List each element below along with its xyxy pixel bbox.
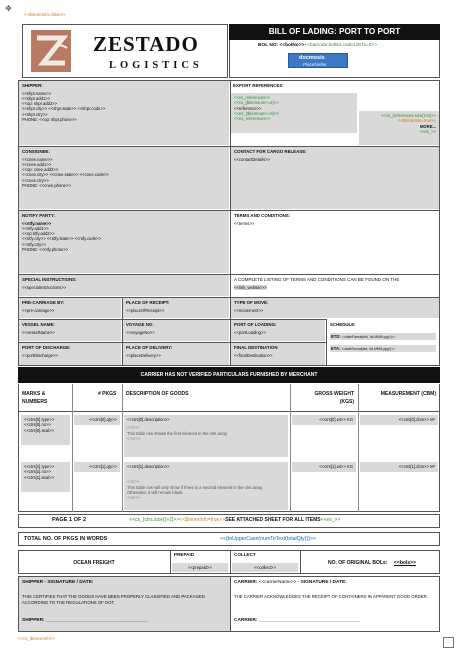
consignee-line: PHONE: <<cnee.phone>> [22, 182, 71, 188]
special-value: <<specialInstructions>> [22, 284, 67, 290]
shipper-line: PHONE: <<op: shpr.phone>> [22, 116, 77, 122]
export-refs-left [231, 93, 357, 133]
header-desc: DESCRIPTION OF GOODS [126, 391, 189, 397]
receipt-value: <<placeOfReceipt>> [126, 307, 165, 313]
prepaid-label: PREPAID [174, 552, 195, 557]
notify-section [19, 211, 229, 273]
terms-link-value: <<link_website>> [234, 284, 267, 290]
consignee-line: <<cnee.add1>> [22, 161, 52, 167]
row1-mark: <<ctrs[1].seal>> [24, 474, 55, 480]
row1-mark: <<ctrs[1].type>> [24, 464, 55, 469]
special-title: SPECIAL INSTRUCTIONS: [22, 277, 77, 282]
placeholder-brand: docmosis [299, 55, 325, 61]
prepaid-value: <<prepaid>> [172, 563, 228, 572]
delivery-cell [123, 343, 229, 365]
delivery-value: <<placeDelivery>> [126, 352, 161, 358]
voyage-title: VOYAGE NO: [126, 322, 154, 327]
eta-label: ETA: [331, 345, 341, 351]
notify-line: <<op:ntfy.add2>> [22, 231, 55, 236]
footer-tag: <<cs_$moreInfo>> [18, 636, 55, 641]
ocean-freight-label: OCEAN FREIGHT [73, 560, 115, 566]
logo-box [22, 24, 228, 78]
move-cell [231, 298, 439, 318]
final-cell [231, 343, 325, 365]
consignee-title: CONSIGNEE: [22, 149, 50, 154]
schedule-cell [327, 320, 439, 365]
carrier-name: <<carrierName>> [258, 580, 297, 585]
bol-label: BOL NO: [258, 43, 279, 48]
shipper-sig-title: SHIPPER - SIGNATURE / DATE: [22, 580, 94, 585]
original-bols-label: NO. OF ORIGINAL BOLs: [328, 560, 388, 566]
contact-value: <<contactDetails>> [234, 156, 271, 162]
contact-title: CONTACT FOR CARGO RELEASE: [234, 149, 307, 154]
header-weight: GROSS WEIGHT (KGS) [314, 391, 354, 405]
export-refs-title: EXPORT REFERENCES: [233, 83, 284, 88]
eta-value: <<dateFormat(eta, 'dd-MMM-yyyy')>> [341, 346, 395, 351]
carrier-banner: CARRIER HAS NOT VERIFIED PARTICULARS FURNISHED BY MERCHANT [18, 367, 440, 383]
move-handle-icon[interactable]: ✥ [5, 4, 12, 13]
terms-link-section [231, 275, 439, 296]
shipper-section [19, 81, 229, 145]
row0-mark: <<ctrs[0].type>> [24, 417, 55, 422]
discharge-cell [19, 343, 121, 365]
page-cs-tag: <<cs_{ctrs.size()>2}>> [129, 517, 180, 523]
resize-handle-icon[interactable] [443, 637, 454, 648]
row0-note: This table row shows the first element in the ctrs array. [127, 430, 228, 436]
notify-line: <<ntfy.add1>> [22, 225, 49, 231]
vessel-value: <<vesselName>> [22, 329, 55, 335]
page-es-tag: <<es_>> [320, 517, 341, 523]
row0-er-tag: <<er>> [127, 435, 141, 441]
row0-desc-text: <<ctrs[0].description>> [127, 417, 170, 422]
header-pkgs: # PKGS [98, 391, 117, 397]
terms-value: <<terms>> [234, 220, 255, 226]
row1-rr-tag: <<rr>> [127, 479, 140, 485]
discharge-value: <<portDischarge>> [22, 352, 58, 358]
precarriage-cell [19, 298, 121, 318]
special-section [19, 275, 229, 296]
export-ref-right-line: MORE... [419, 123, 436, 129]
shipper-line: <<shpr.city>> <<shpr.state>> <<shpr.code>> [22, 106, 106, 112]
original-bols-value: <<bols>> [394, 560, 416, 566]
consignee-line: <<cnee.ctry>> [22, 177, 49, 183]
header-marks: MARKS & NUMBERS [22, 391, 48, 405]
terms-title: TERMS AND CONDITIONS: [234, 213, 291, 218]
voyage-cell [123, 320, 229, 341]
row0-rr-tag: <<rr>> [127, 425, 140, 431]
move-value: <<movement>> [234, 307, 264, 313]
receipt-title: PLACE OF RECEIPT: [126, 300, 170, 305]
row1-er-tag: <<er>> [127, 495, 141, 500]
export-refs-right [359, 111, 439, 145]
consignee-line: <<cnee.name>> [22, 156, 53, 162]
total-value: <<{toUpperCase(numToText(totalQty))}>> [220, 536, 317, 542]
page-count: PAGE 1 OF 2 [52, 517, 87, 523]
carrier-sig-text: THE CARRIER ACKNOWLEDGES THE RECEIPT OF CONTAINERS IN APPARENT GOOD ORDER. [234, 594, 428, 599]
shipper-line: <<shpr.name>> [22, 90, 52, 96]
contact-section [231, 147, 439, 209]
page-line-content [52, 517, 340, 524]
start-tag: <<$moreInfo=false>> [24, 12, 66, 17]
loading-title: PORT OF LOADING: [234, 322, 277, 327]
carrier-sig-a: CARRIER: [234, 580, 259, 585]
export-ref-right-line: <<cs_{references.size()>6}>> [380, 113, 436, 118]
terms-link-text: A COMPLETE LISTING OF TERMS AND CONDITIONS CAN BE FOUND ON THE [234, 277, 400, 282]
barcode-tag: <<barcode:bolNo:code128:fs=0>> [304, 43, 377, 48]
voyage-value: <<voyageNo>> [126, 329, 155, 335]
schedule-title: SCHEDULE: [330, 322, 356, 327]
header-measure: MEASUREMENT (CBM) [380, 391, 436, 397]
consignee-line: <<cnee.city>> <<cnee.state>> <<cnee.code>> [22, 172, 109, 178]
barcode-placeholder [288, 53, 348, 68]
loading-value: <<portLoading>> [234, 329, 266, 335]
consignee-line: <<op: cnee.add2>> [22, 167, 59, 172]
bol-value: <<bolNo>> [279, 43, 305, 48]
row0-mark: <<ctrs[0].no>> [24, 422, 52, 428]
terms-section [231, 211, 439, 273]
shipper-title: SHIPPER: [22, 83, 43, 88]
export-ref-right-line: <<$moreInfo=true>> [397, 118, 436, 124]
export-ref-line: <<es_references>> [234, 116, 271, 121]
shipper-sig-line[interactable]: SHIPPER: ______________________________________ [22, 618, 148, 623]
row1-mark: <<ctrs[1].no>> [24, 469, 52, 475]
collect-label: COLLECT [234, 552, 256, 557]
final-title: FINAL DESTINATION [234, 345, 278, 350]
notify-line: <<ntfy.city>> <<ntfy.state>> <<ntfy.code>> [22, 236, 101, 242]
precarriage-value: <<pre-carriage>> [22, 307, 55, 313]
notify-line: PHONE: <<ntfy.phone>> [22, 246, 69, 252]
page-see-text: SEE ATTACHED SHEET FOR ALL ITEMS [225, 517, 321, 523]
row0-marks [21, 415, 70, 445]
discharge-title: PORT OF DISCHARGE: [22, 345, 71, 350]
page-more-tag: <<$moreInfo=true>> [179, 517, 226, 523]
loading-cell [231, 320, 325, 341]
carrier-sig-line[interactable]: CARRIER: ______________________________________ [234, 618, 361, 623]
row1-marks [21, 462, 70, 492]
row0-pkgs: <<ctrs[0].qty>> [74, 415, 120, 425]
export-ref-line: <<cs_references>> [234, 95, 271, 100]
shipper-sig-text: THIS CERTIFIES THAT THE GOODS HAVE BEEN PROPERLY CLASSIFIED AND PACKAGED ACCORDING TO THE REGULATIONS OF DOT. [22, 594, 205, 606]
doc-title: BILL OF LADING: PORT TO PORT [268, 27, 401, 36]
notify-line: <<ntfy.name>> [22, 220, 52, 226]
export-ref-line: <<reference>> [234, 105, 262, 111]
row1-pkgs: <<ctrs[1].qty>> [74, 462, 120, 472]
placeholder-text: Placeholder [303, 62, 327, 67]
carrier-sig-title [234, 580, 347, 586]
collect-value: <<collect>> [232, 563, 298, 572]
row1-desc-text: <<ctrs[1].description>> [127, 464, 170, 469]
export-ref-line: <<cs_{$itemnum<=6}>> [234, 100, 279, 106]
vessel-cell [19, 320, 121, 341]
notify-title: NOTIFY PARTY: [22, 213, 55, 218]
shipper-line: <<shpr.add1>> [22, 95, 51, 101]
receipt-cell [123, 298, 229, 318]
delivery-title: PLACE OF DELIVERY: [126, 345, 173, 350]
row1-measure: <<ctrs[1].cbm>> M³ [360, 462, 438, 472]
row0-measure: <<ctrs[0].cbm>> M³ [360, 415, 438, 425]
etd-label: ETD: [331, 333, 341, 339]
total-label: TOTAL NO. OF PKGS IN WORDS [24, 536, 108, 542]
row1-weight: <<ctrs[1].wt>> KG [292, 462, 356, 472]
export-ref-line: <<es_{$itemnum<=6}>> [234, 110, 279, 116]
row1-desc [124, 462, 288, 510]
etd-value: <<dateFormat(etd, 'dd-MMM-yyyy')>> [341, 334, 396, 339]
shipper-line: <<op: shpr.add2>> [22, 101, 58, 106]
consignee-section [19, 147, 229, 209]
notify-line: <<ntfy.ctry>> [22, 241, 47, 247]
company-name: ZESTADO [93, 32, 199, 56]
precarriage-title: PRE-CARRIAGE BY: [22, 300, 65, 305]
final-value: <<finalDestination>> [234, 352, 273, 358]
carrier-sig-c: - SIGNATURE / DATE: [296, 580, 347, 585]
shipper-line: <<shpr.ctry>> [22, 111, 48, 117]
row1-note: This table row will only show if there is a second element in the ctrs array. Otherwise, it will remain blank. [127, 484, 264, 495]
bol-line [258, 43, 377, 49]
vessel-title: VESSEL NAME: [22, 322, 55, 327]
row0-weight: <<ctrs[0].wt>> KG [292, 415, 356, 425]
move-title: TYPE OF MOVE: [234, 300, 269, 305]
company-subtitle: LOGISTICS [109, 60, 203, 71]
export-ref-right-line: <<es_>> [419, 128, 436, 134]
row0-mark: <<ctrs[0].seal>> [24, 427, 55, 433]
zestado-logo-icon [31, 30, 71, 72]
row0-desc [124, 415, 288, 457]
